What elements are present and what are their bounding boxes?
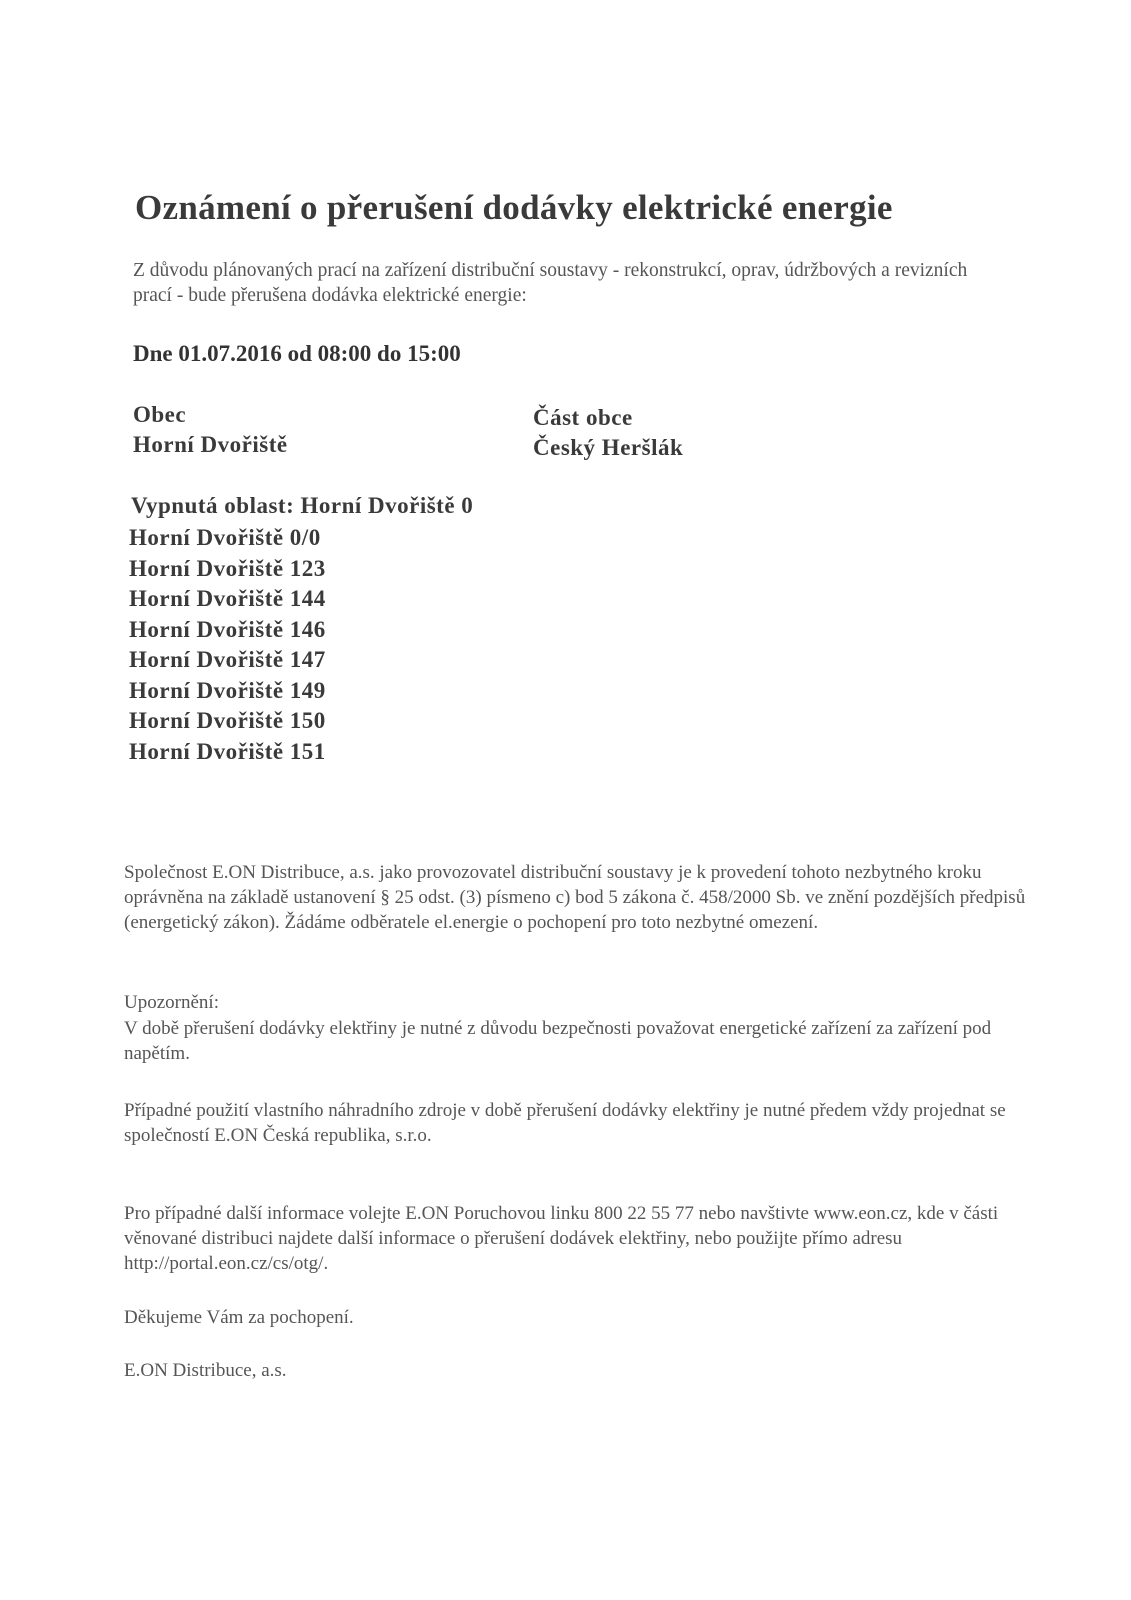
municipality-label: Obec [133, 402, 187, 427]
district-label: Část obce [533, 405, 633, 430]
warning-heading: Upozornění: [124, 992, 219, 1013]
address-item: Horní Dvořiště 144 [129, 586, 326, 611]
affected-area-heading: Vypnutá oblast: Horní Dvořiště 0 [131, 493, 474, 518]
address-item: Horní Dvořiště 123 [129, 555, 326, 581]
municipality-value: Horní Dvořiště [133, 432, 288, 457]
municipality-block [133, 400, 288, 460]
contact-info-paragraph: Pro případné další informace volejte E.ON Poruchovou linku 800 22 55 77 nebo navštivte www.eon.cz, kde v části věnované distribuci najdete další informace o přerušení dodávek elektřiny, nebo použijte přímo adresu http://portal.eon.cz/cs/otg/. [124, 1203, 999, 1274]
address-item: Horní Dvořiště 146 [129, 616, 326, 642]
page-title: Oznámení o přerušení dodávky elektrické energie [135, 188, 893, 227]
affected-address-list [129, 523, 326, 767]
thanks-line: Děkujeme Vám za pochopení. [124, 1307, 354, 1328]
intro-paragraph: Z důvodu plánovaných prací na zařízení distribuční soustavy - rekonstrukcí, oprav, údržbových a revizních prací - bude přerušena dodávka elektrické energie: [133, 260, 968, 306]
warning-paragraph: V době přerušení dodávky elektřiny je nutné z důvodu bezpečnosti považovat energetické zařízení za zařízení pod napětím. [124, 1018, 992, 1064]
address-item: Horní Dvořiště 147 [129, 647, 326, 672]
address-item: Horní Dvořiště 149 [129, 677, 326, 703]
signature-line: E.ON Distribuce, a.s. [124, 1360, 287, 1381]
address-item: Horní Dvořiště 150 [129, 708, 326, 733]
address-item: Horní Dvořiště 0/0 [129, 525, 321, 550]
backup-source-paragraph: Případné použití vlastního náhradního zdroje v době přerušení dodávky elektřiny je nutné předem vždy projednat se společností E.ON Česká republika, s.r.o. [124, 1100, 1006, 1146]
outage-date-line: Dne 01.07.2016 od 08:00 do 15:00 [133, 341, 461, 366]
legal-basis-paragraph: Společnost E.ON Distribuce, a.s. jako provozovatel distribuční soustavy je k provedení tohoto nezbytného kroku oprávněna na základě ustanovení § 25 odst. (3) písmeno c) bod 5 zákona č. 458/2000 Sb. ve znění pozdějších předpisů (energetický zákon). Žádáme odběratele el.energie o pochopení pro toto nezbytné omezení. [124, 862, 1026, 933]
district-block [533, 403, 683, 463]
district-value: Český Heršlák [533, 435, 684, 460]
address-item: Horní Dvořiště 151 [129, 738, 326, 764]
